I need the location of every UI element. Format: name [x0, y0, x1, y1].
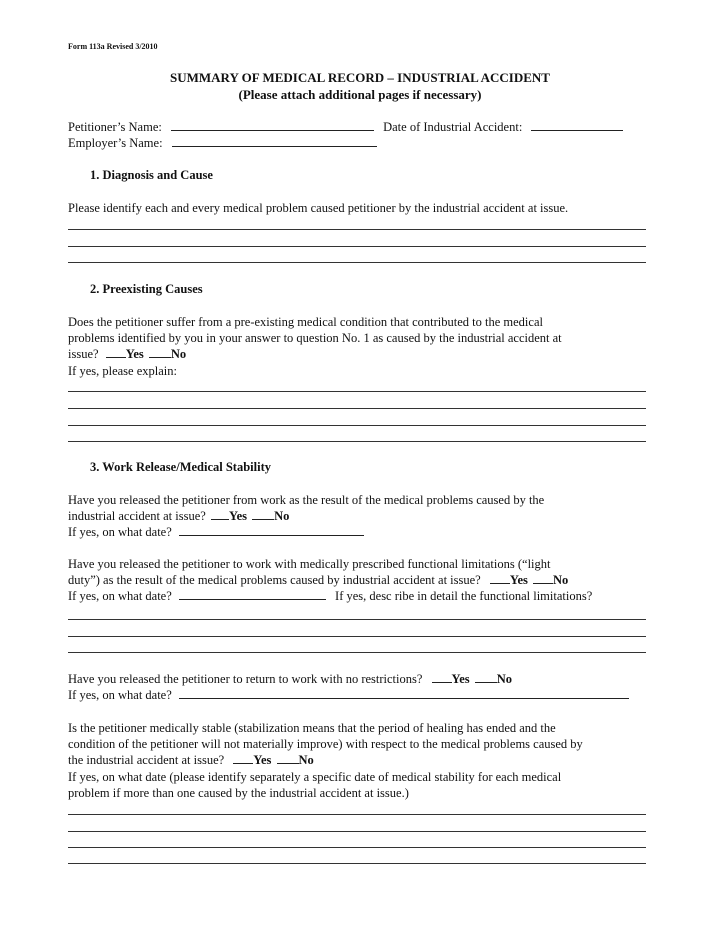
question-line: problem if more than one caused by the industrial accident at issue.) [68, 785, 409, 800]
question-text: issue? [68, 347, 99, 362]
answer-line[interactable] [68, 408, 646, 409]
light-duty-question [68, 556, 592, 605]
section-2-question [68, 314, 562, 379]
yes-blank[interactable] [490, 573, 510, 584]
question-line-yes-no [68, 752, 583, 768]
no-blank[interactable] [475, 672, 497, 683]
yes-label: Yes [228, 509, 247, 524]
section-1-heading: 1. Diagnosis and Cause [90, 168, 213, 182]
employer-label: Employer’s Name: [68, 136, 163, 150]
yes-label: Yes [509, 573, 528, 588]
answer-line[interactable] [68, 425, 646, 426]
yes-blank[interactable] [233, 753, 253, 764]
no-label: No [496, 672, 513, 686]
accident-date-field[interactable] [531, 119, 623, 131]
date-label: If yes, on what date? [68, 525, 172, 540]
answer-line[interactable] [68, 441, 646, 442]
date-row [68, 524, 544, 540]
question-line: Have you released the petitioner from work as the result of the medical problems caused by the [68, 493, 545, 507]
answer-line[interactable] [68, 619, 646, 620]
question-line: Have you released the petitioner to work with medically prescribed functional limitations (“light [68, 557, 551, 571]
date-label: If yes, on what date? [68, 589, 172, 604]
section-3-heading: 3. Work Release/Medical Stability [90, 460, 272, 474]
no-label: No [170, 347, 187, 362]
form-subtitle: (Please attach additional pages if necessary) [238, 87, 482, 102]
date-field[interactable] [179, 687, 629, 699]
question-text: duty”) as the result of the medical problems caused by industrial accident at issue? [68, 573, 481, 588]
petitioner-label: Petitioner’s Name: [68, 120, 162, 134]
date-row [68, 687, 629, 703]
answer-line[interactable] [68, 229, 646, 230]
yes-label: Yes [451, 672, 470, 686]
date-field[interactable] [179, 588, 326, 600]
form-id: Form 113a Revised 3/2010 [68, 42, 158, 51]
question-line: If yes, on what date (please identify separately a specific date of medical stability for each medical [68, 769, 562, 784]
answer-line[interactable] [68, 652, 646, 653]
question-text: industrial accident at issue? [68, 509, 206, 524]
question-line: problems identified by you in your answer to question No. 1 as caused by the industrial accident at [68, 331, 562, 346]
question-line: Is the petitioner medically stable (stabilization means that the period of healing has ended and the [68, 721, 556, 735]
date-row [68, 588, 592, 604]
form-title: SUMMARY OF MEDICAL RECORD – INDUSTRIAL ACCIDENT [170, 70, 550, 85]
medical-stability-question [68, 720, 583, 801]
petitioner-row [68, 119, 623, 135]
question-line-yes-no [68, 671, 629, 687]
no-blank[interactable] [149, 347, 171, 358]
yes-label: Yes [253, 753, 272, 768]
yes-blank[interactable] [211, 509, 229, 520]
answer-line[interactable] [68, 262, 646, 263]
no-blank[interactable] [277, 753, 299, 764]
question-line-yes-no [68, 572, 592, 588]
answer-line[interactable] [68, 636, 646, 637]
no-restrictions-question [68, 671, 629, 703]
answer-line[interactable] [68, 814, 646, 815]
question-line: Does the petitioner suffer from a pre-existing medical condition that contributed to the medical [68, 315, 543, 329]
question-line: condition of the petitioner will not materially improve) with respect to the medical problems caused by [68, 737, 583, 752]
no-blank[interactable] [533, 573, 553, 584]
release-from-work-question [68, 492, 544, 541]
yes-blank[interactable] [106, 347, 126, 358]
employer-row [68, 135, 377, 151]
employer-name-field[interactable] [172, 135, 377, 147]
question-text: Have you released the petitioner to return to work with no restrictions? [68, 672, 423, 686]
no-label: No [298, 753, 314, 768]
answer-line[interactable] [68, 831, 646, 832]
answer-line[interactable] [68, 391, 646, 392]
answer-line[interactable] [68, 863, 646, 864]
question-text: the industrial accident at issue? [68, 753, 225, 768]
no-label: No [274, 509, 290, 524]
date-field[interactable] [179, 524, 364, 536]
date-label: If yes, on what date? [68, 688, 172, 703]
yes-label: Yes [125, 347, 144, 362]
petitioner-name-field[interactable] [171, 119, 374, 131]
section-2-heading: 2. Preexisting Causes [90, 282, 203, 296]
section-1-question: Please identify each and every medical problem caused petitioner by the industrial accident at issue. [68, 201, 569, 215]
yes-blank[interactable] [432, 672, 452, 683]
answer-line[interactable] [68, 847, 646, 848]
question-line-yes-no [68, 508, 544, 524]
describe-label: If yes, desc ribe in detail the functional limitations? [335, 589, 593, 604]
no-label: No [553, 573, 569, 588]
answer-line[interactable] [68, 246, 646, 247]
accident-date-label: Date of Industrial Accident: [383, 120, 523, 134]
question-line-yes-no [68, 346, 562, 362]
explain-label: If yes, please explain: [68, 363, 177, 378]
no-blank[interactable] [252, 509, 274, 520]
